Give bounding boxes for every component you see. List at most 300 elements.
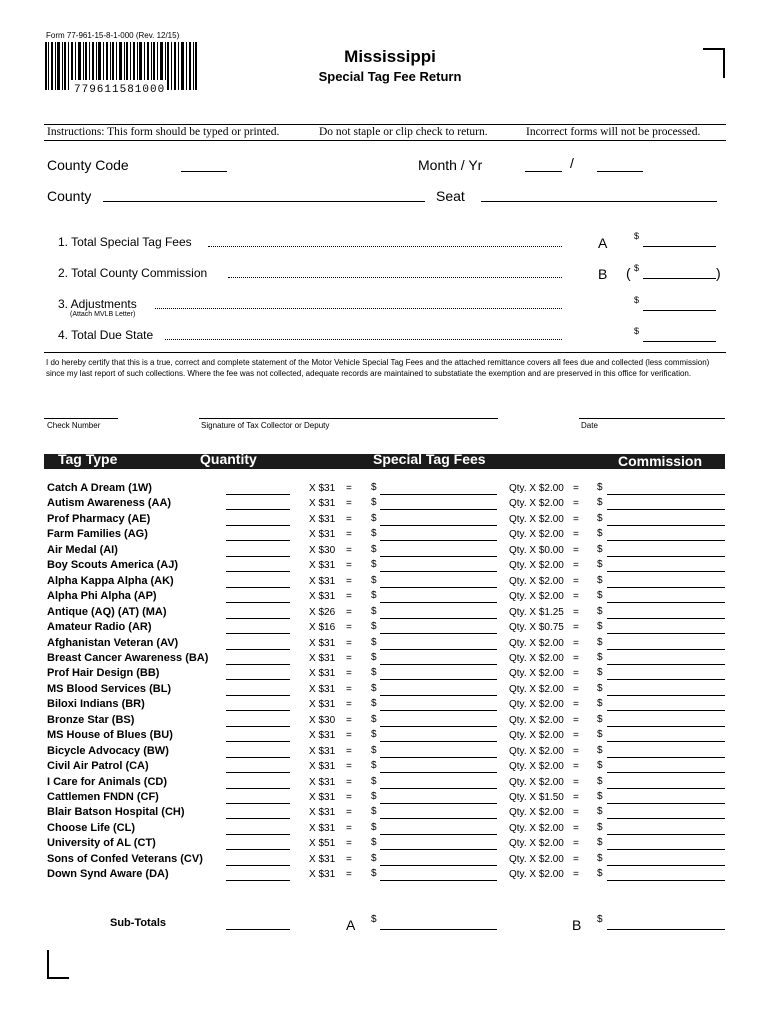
fee-equals: =	[346, 544, 352, 556]
quantity-field[interactable]	[226, 865, 290, 866]
page-subtitle: Special Tag Fee Return	[318, 69, 462, 84]
fee-dollar: $	[371, 791, 377, 802]
commission-field[interactable]	[607, 509, 725, 510]
commission-rate: Qty. X $2.00	[509, 730, 564, 742]
commission-equals: =	[573, 730, 579, 742]
special-tag-fee-field[interactable]	[380, 880, 497, 881]
fee-equals: =	[346, 513, 352, 525]
col-quantity: Quantity	[200, 451, 257, 467]
commission-dollar: $	[597, 698, 603, 710]
commission-rate: Qty. X $2.00	[509, 668, 564, 680]
fee-dollar: $	[371, 543, 377, 555]
commission-field[interactable]	[607, 649, 725, 650]
commission-equals: =	[573, 529, 579, 541]
subtotal-commission-field[interactable]	[607, 929, 725, 930]
quantity-field[interactable]	[226, 633, 290, 634]
fee-dollar: $	[371, 698, 377, 710]
commission-field[interactable]	[607, 834, 725, 835]
commission-dollar: $	[597, 482, 603, 493]
commission-dollar: $	[597, 713, 603, 725]
commission-field[interactable]	[607, 556, 725, 557]
table-row	[0, 559, 770, 575]
commission-field[interactable]	[607, 788, 725, 789]
tag-type-name: Civil Air Patrol (CA)	[47, 760, 149, 773]
quantity-field[interactable]	[226, 710, 290, 711]
commission-rate: Qty. X $2.00	[509, 575, 564, 587]
commission-dollar: $	[597, 837, 603, 849]
fee-equals: =	[346, 838, 352, 850]
special-tag-fee-field[interactable]	[380, 633, 497, 634]
subtotal-b-letter: B	[572, 917, 582, 933]
quantity-field[interactable]	[226, 849, 290, 850]
commission-equals: =	[573, 575, 579, 587]
tag-type-name: Choose Life (CL)	[47, 821, 135, 834]
table-row	[0, 667, 770, 683]
special-tag-fee-field[interactable]	[380, 525, 497, 526]
special-tag-fee-field[interactable]	[380, 679, 497, 680]
table-row	[0, 590, 770, 606]
fee-equals: =	[346, 483, 352, 494]
commission-field[interactable]	[607, 525, 725, 526]
table-row	[0, 621, 770, 637]
commission-dollar: $	[597, 775, 603, 787]
commission-dollar: $	[597, 667, 603, 679]
total-county-commission-label: 2. Total County Commission	[58, 266, 208, 280]
commission-rate: Qty. X $2.00	[509, 498, 564, 510]
table-row	[0, 729, 770, 745]
corner-mark-bottom-left	[47, 950, 69, 979]
fee-dollar: $	[371, 667, 377, 679]
commission-field[interactable]	[607, 571, 725, 572]
commission-rate: Qty. X $2.00	[509, 853, 564, 865]
commission-equals: =	[573, 591, 579, 603]
fee-rate: X $31	[309, 560, 336, 572]
commission-dollar: $	[597, 497, 603, 509]
commission-dollar: $	[597, 868, 603, 880]
fee-equals: =	[346, 637, 352, 649]
table-row	[0, 683, 770, 699]
tag-type-name: Farm Families (AG)	[47, 528, 148, 541]
fee-dollar: $	[371, 821, 377, 833]
fee-dollar: $	[371, 528, 377, 540]
month-yr-label: Month / Yr	[418, 157, 483, 173]
commission-dollar: $	[597, 605, 603, 617]
special-tag-fee-field[interactable]	[380, 649, 497, 650]
fee-equals: =	[346, 652, 352, 664]
fee-rate: X $31	[309, 822, 336, 834]
tag-type-name: Cattlemen FNDN (CF)	[47, 791, 159, 803]
quantity-field[interactable]	[226, 649, 290, 650]
tag-type-name: Alpha Phi Alpha (AP)	[47, 590, 157, 603]
instruction-incorrect: Incorrect forms will not be processed.	[526, 126, 701, 138]
quantity-field[interactable]	[226, 525, 290, 526]
tag-type-name: Afghanistan Veteran (AV)	[47, 636, 179, 649]
quantity-field[interactable]	[226, 726, 290, 727]
commission-dollar: $	[597, 682, 603, 694]
commission-rate: Qty. X $2.00	[509, 560, 564, 572]
fee-equals: =	[346, 745, 352, 757]
commission-rate: Qty. X $2.00	[509, 838, 564, 850]
quantity-field[interactable]	[226, 602, 290, 603]
commission-dollar: $	[597, 528, 603, 540]
fee-equals: =	[346, 822, 352, 834]
tag-type-name: Blair Batson Hospital (CH)	[47, 806, 185, 819]
fee-equals: =	[346, 714, 352, 726]
special-tag-fee-field[interactable]	[380, 834, 497, 835]
commission-field[interactable]	[607, 695, 725, 696]
commission-equals: =	[573, 714, 579, 726]
tag-type-name: Bicycle Advocacy (BW)	[47, 744, 169, 757]
tag-type-name: Boy Scouts America (AJ)	[47, 559, 179, 572]
commission-field[interactable]	[607, 618, 725, 619]
table-row	[0, 698, 770, 714]
special-tag-fee-field[interactable]	[380, 726, 497, 727]
commission-rate: Qty. X $2.00	[509, 699, 564, 711]
commission-rate: Qty. X $2.00	[509, 683, 564, 695]
special-tag-fee-field[interactable]	[380, 710, 497, 711]
fee-dollar: $	[371, 512, 377, 524]
quantity-field[interactable]	[226, 788, 290, 789]
page-title: Mississippi	[344, 47, 436, 66]
fee-equals: =	[346, 575, 352, 587]
fee-equals: =	[346, 560, 352, 572]
commission-field[interactable]	[607, 710, 725, 711]
signature-label: Signature of Tax Collector or Deputy	[201, 421, 330, 430]
table-row	[0, 528, 770, 544]
total-county-commission-field[interactable]	[643, 278, 716, 279]
special-tag-fee-field[interactable]	[380, 571, 497, 572]
table-row	[0, 637, 770, 653]
fee-dollar: $	[371, 852, 377, 864]
table-row	[0, 837, 770, 853]
commission-field[interactable]	[607, 803, 725, 804]
commission-equals: =	[573, 683, 579, 695]
quantity-field[interactable]	[226, 757, 290, 758]
fee-rate: X $31	[309, 529, 336, 541]
adjustments-field[interactable]	[643, 310, 716, 311]
special-tag-fee-field[interactable]	[380, 757, 497, 758]
total-special-tag-fees-field[interactable]	[643, 246, 716, 247]
subtotal-quantity-field[interactable]	[226, 929, 290, 930]
fee-rate: X $31	[309, 699, 336, 711]
commission-field[interactable]	[607, 587, 725, 588]
tag-type-name: Catch A Dream (1W)	[47, 482, 152, 494]
col-special-tag-fees: Special Tag Fees	[373, 451, 486, 467]
fee-dollar: $	[371, 806, 377, 818]
fee-equals: =	[346, 869, 352, 881]
fee-equals: =	[346, 606, 352, 618]
instructions-underline	[44, 140, 726, 141]
special-tag-fee-field[interactable]	[380, 556, 497, 557]
table-row	[0, 513, 770, 529]
commission-field[interactable]	[607, 602, 725, 603]
fee-rate: X $31	[309, 745, 336, 757]
fee-rate: X $31	[309, 869, 336, 881]
quantity-field[interactable]	[226, 803, 290, 804]
table-row	[0, 482, 770, 498]
special-tag-fee-field[interactable]	[380, 772, 497, 773]
commission-equals: =	[573, 745, 579, 757]
commission-rate: Qty. X $2.00	[509, 483, 564, 494]
commission-equals: =	[573, 544, 579, 556]
fee-dollar: $	[371, 497, 377, 509]
table-row	[0, 606, 770, 622]
fee-dollar: $	[371, 651, 377, 663]
commission-equals: =	[573, 622, 579, 634]
fee-rate: X $31	[309, 483, 336, 494]
commission-rate: Qty. X $2.00	[509, 776, 564, 788]
commission-field[interactable]	[607, 772, 725, 773]
table-row	[0, 868, 770, 884]
quantity-field[interactable]	[226, 618, 290, 619]
commission-equals: =	[573, 807, 579, 819]
county-code-field[interactable]	[181, 171, 227, 172]
seat-field[interactable]	[481, 201, 717, 202]
due-state-dollar: $	[634, 326, 640, 336]
total-special-tag-fees-label: 1. Total Special Tag Fees	[58, 235, 192, 249]
fee-equals: =	[346, 853, 352, 865]
fee-rate: X $31	[309, 575, 336, 587]
fee-equals: =	[346, 668, 352, 680]
fee-rate: X $31	[309, 683, 336, 695]
commission-rate: Qty. X $0.75	[509, 622, 564, 634]
commission-field[interactable]	[607, 494, 725, 495]
commission-field[interactable]	[607, 880, 725, 881]
fee-dollar: $	[371, 744, 377, 756]
commission-dollar: $	[597, 852, 603, 864]
commission-rate: Qty. X $2.00	[509, 637, 564, 649]
special-tag-fee-field[interactable]	[380, 865, 497, 866]
commission-rate: Qty. X $2.00	[509, 652, 564, 664]
fee-rate: X $16	[309, 622, 336, 634]
total-commission-letter: B	[598, 266, 608, 282]
quantity-field[interactable]	[226, 772, 290, 773]
fee-dollar: $	[371, 482, 377, 493]
commission-dollar: $	[597, 559, 603, 571]
quantity-field[interactable]	[226, 695, 290, 696]
table-row	[0, 776, 770, 792]
table-row	[0, 652, 770, 668]
due-state-leader	[165, 339, 562, 340]
fee-rate: X $31	[309, 792, 336, 803]
commission-field[interactable]	[607, 865, 725, 866]
table-row	[0, 760, 770, 776]
fee-dollar: $	[371, 590, 377, 602]
quantity-field[interactable]	[226, 818, 290, 819]
adjustments-leader	[155, 308, 562, 309]
tag-type-name: Sons of Confed Veterans (CV)	[47, 852, 203, 865]
commission-field[interactable]	[607, 540, 725, 541]
tag-type-name: MS Blood Services (BL)	[47, 682, 172, 695]
county-code-label: County Code	[47, 157, 129, 173]
commission-field[interactable]	[607, 757, 725, 758]
subtotal-b-dollar: $	[597, 914, 603, 925]
subtotal-a-letter: A	[346, 917, 356, 933]
commission-equals: =	[573, 699, 579, 711]
quantity-field[interactable]	[226, 556, 290, 557]
fee-equals: =	[346, 622, 352, 634]
fee-rate: X $30	[309, 544, 336, 556]
quantity-field[interactable]	[226, 664, 290, 665]
commission-equals: =	[573, 606, 579, 618]
barcode-image	[45, 42, 197, 90]
year-field[interactable]	[597, 171, 643, 172]
commission-dollar: $	[597, 636, 603, 648]
fee-dollar: $	[371, 574, 377, 586]
tag-type-name: Autism Awareness (AA)	[47, 497, 172, 510]
fee-rate: X $31	[309, 652, 336, 664]
commission-field[interactable]	[607, 741, 725, 742]
table-row	[0, 806, 770, 822]
quantity-field[interactable]	[226, 540, 290, 541]
commission-leader	[228, 277, 562, 278]
fee-equals: =	[346, 776, 352, 788]
fee-rate: X $51	[309, 838, 336, 850]
commission-dollar: $	[597, 651, 603, 663]
table-row	[0, 544, 770, 560]
month-field[interactable]	[525, 171, 562, 172]
special-tag-fee-field[interactable]	[380, 741, 497, 742]
commission-equals: =	[573, 776, 579, 788]
total-due-state-label: 4. Total Due State	[58, 328, 154, 342]
commission-field[interactable]	[607, 664, 725, 665]
commission-equals: =	[573, 652, 579, 664]
commission-field[interactable]	[607, 679, 725, 680]
quantity-field[interactable]	[226, 679, 290, 680]
table-row	[0, 497, 770, 513]
commission-dollar: $	[597, 821, 603, 833]
tag-type-name: Air Medal (AI)	[47, 543, 118, 556]
fee-dollar: $	[371, 775, 377, 787]
commission-field[interactable]	[607, 849, 725, 850]
fee-dollar: $	[371, 868, 377, 880]
fee-rate: X $31	[309, 668, 336, 680]
commission-rate: Qty. X $2.00	[509, 761, 564, 773]
commission-rate: Qty. X $0.00	[509, 544, 564, 556]
special-tag-fee-field[interactable]	[380, 818, 497, 819]
special-tag-fee-field[interactable]	[380, 664, 497, 665]
commission-equals: =	[573, 792, 579, 803]
form-number: Form 77-961-15-8-1-000 (Rev. 12/15)	[46, 31, 180, 40]
fee-rate: X $31	[309, 761, 336, 773]
fee-dollar: $	[371, 729, 377, 741]
tag-type-name: MS House of Blues (BU)	[47, 729, 173, 742]
tag-type-name: Prof Pharmacy (AE)	[47, 512, 151, 525]
special-tag-fee-field[interactable]	[380, 494, 497, 495]
quantity-field[interactable]	[226, 880, 290, 881]
special-tag-fee-field[interactable]	[380, 803, 497, 804]
tag-type-name: Bronze Star (BS)	[47, 713, 135, 726]
fee-rate: X $31	[309, 637, 336, 649]
signature-field[interactable]	[199, 418, 498, 419]
commission-dollar: $	[597, 791, 603, 802]
fee-rate: X $31	[309, 513, 336, 525]
fee-dollar: $	[371, 760, 377, 772]
special-tag-fee-field[interactable]	[380, 540, 497, 541]
commission-rate: Qty. X $2.00	[509, 513, 564, 525]
commission-dollar: $	[597, 574, 603, 586]
subtotal-a-dollar: $	[371, 914, 377, 925]
fee-rate: X $31	[309, 730, 336, 742]
fee-equals: =	[346, 792, 352, 803]
date-field[interactable]	[579, 418, 725, 419]
check-number-field[interactable]	[44, 418, 118, 419]
fee-equals: =	[346, 591, 352, 603]
fee-dollar: $	[371, 621, 377, 633]
commission-field[interactable]	[607, 633, 725, 634]
commission-dollar: $	[597, 590, 603, 602]
table-row	[0, 714, 770, 730]
commission-equals: =	[573, 637, 579, 649]
tag-type-name: Prof Hair Design (BB)	[47, 667, 160, 680]
date-label: Date	[581, 421, 598, 430]
quantity-field[interactable]	[226, 494, 290, 495]
fee-equals: =	[346, 529, 352, 541]
quantity-field[interactable]	[226, 834, 290, 835]
instructions-rule	[44, 124, 726, 125]
commission-field[interactable]	[607, 818, 725, 819]
commission-equals: =	[573, 513, 579, 525]
col-tag-type: Tag Type	[58, 451, 118, 467]
table-row	[0, 745, 770, 761]
commission-rate: Qty. X $1.25	[509, 606, 564, 618]
fee-dollar: $	[371, 837, 377, 849]
special-tag-fee-field[interactable]	[380, 618, 497, 619]
quantity-field[interactable]	[226, 571, 290, 572]
instruction-staple: Do not staple or clip check to return.	[319, 126, 488, 138]
table-row	[0, 853, 770, 869]
special-tag-fee-field[interactable]	[380, 509, 497, 510]
commission-rate: Qty. X $2.00	[509, 529, 564, 541]
corner-mark-top-right	[703, 48, 725, 78]
fee-rate: X $31	[309, 807, 336, 819]
total-fees-leader	[208, 246, 562, 247]
tag-type-name: Biloxi Indians (BR)	[47, 698, 145, 711]
subtotal-fees-field[interactable]	[380, 929, 497, 930]
adjustments-label: 3. Adjustments	[58, 297, 137, 311]
county-field[interactable]	[103, 201, 425, 202]
special-tag-fee-field[interactable]	[380, 587, 497, 588]
tag-type-name: Antique (AQ) (AT) (MA)	[47, 605, 167, 618]
commission-dollar: $	[597, 760, 603, 772]
special-tag-fee-field[interactable]	[380, 602, 497, 603]
commission-field[interactable]	[607, 726, 725, 727]
table-row	[0, 575, 770, 591]
commission-equals: =	[573, 838, 579, 850]
special-tag-fee-field[interactable]	[380, 788, 497, 789]
fee-equals: =	[346, 807, 352, 819]
fee-equals: =	[346, 683, 352, 695]
fee-equals: =	[346, 498, 352, 510]
commission-equals: =	[573, 498, 579, 510]
fee-dollar: $	[371, 605, 377, 617]
special-tag-fee-field[interactable]	[380, 849, 497, 850]
fee-dollar: $	[371, 559, 377, 571]
subtotals-label: Sub-Totals	[110, 917, 167, 929]
fee-dollar: $	[371, 636, 377, 648]
fee-equals: =	[346, 699, 352, 711]
total-due-state-field[interactable]	[643, 341, 716, 342]
fee-rate: X $31	[309, 853, 336, 865]
special-tag-fee-field[interactable]	[380, 695, 497, 696]
quantity-field[interactable]	[226, 587, 290, 588]
commission-rate: Qty. X $2.00	[509, 714, 564, 726]
quantity-field[interactable]	[226, 741, 290, 742]
barcode-number: 779611581000	[74, 84, 166, 96]
quantity-field[interactable]	[226, 509, 290, 510]
tag-type-name: Breast Cancer Awareness (BA)	[47, 651, 209, 664]
tag-type-name: University of AL (CT)	[47, 837, 156, 850]
